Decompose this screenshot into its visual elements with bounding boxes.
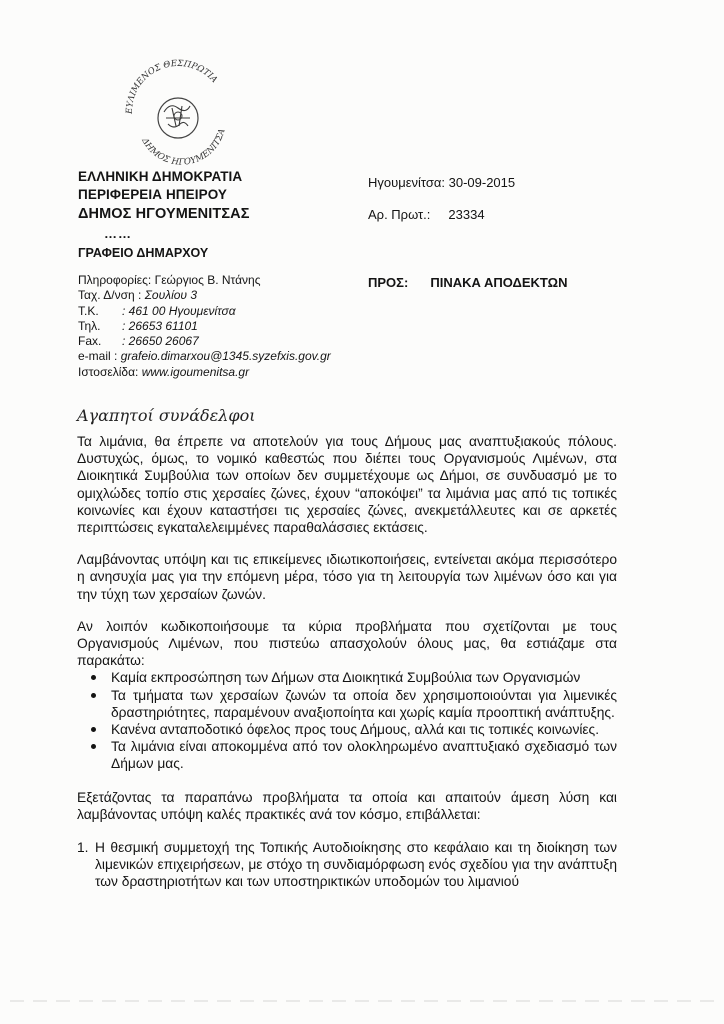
protocol-line — [368, 206, 515, 224]
seal-text-top: ΕΥΛΙΜΕΝΟΣ ΘΕΣΠΡΩΤΙΑ — [124, 58, 220, 115]
address-line — [78, 288, 331, 303]
problem-list — [77, 669, 617, 772]
seal-text-bottom: ΔΗΜΟΣ ΗΓΟΥΜΕΝΙΤΣΑ — [139, 127, 228, 168]
svg-text:ΕΥΛΙΜΕΝΟΣ ΘΕΣΠΡΩΤΙΑ — [125, 59, 219, 115]
list-item: Τα λιμάνια είναι αποκομμένα από τον ολοκληρωμένο αναπτυξιακό σχεδιασμό των Δήμων μας. — [111, 739, 617, 772]
phone-label: Τηλ. — [78, 318, 101, 333]
info-line: Πληροφορίες: Γεώργιος Β. Ντάνης — [78, 273, 261, 287]
phone-value: : 26653 61101 — [122, 318, 198, 333]
municipality-title: ΔΗΜΟΣ ΗΓΟΥΜΕΝΙΤΣΑΣ — [78, 206, 250, 222]
republic-title: ΕΛΛΗΝΙΚΗ ΔΗΜΟΚΡΑΤΙΑ — [78, 169, 243, 184]
email-line — [78, 349, 331, 364]
measures-list — [77, 839, 617, 891]
address-label: Ταχ. Δ/νση : — [78, 288, 142, 303]
postcode-line — [78, 304, 331, 319]
scan-edge-marks — [0, 998, 724, 1004]
email-link[interactable]: grafeio.dimarxou@1345.syzefxis.gov.gr — [120, 349, 331, 364]
recipient-line — [368, 275, 567, 290]
website-link[interactable]: www.igoumenitsa.gr — [141, 364, 250, 379]
recipient-label: ΠΡΟΣ: — [368, 275, 409, 290]
document-meta — [368, 174, 515, 224]
numbered-item — [77, 839, 617, 891]
website-label: Ιστοσελίδα: — [78, 364, 139, 379]
paragraph-2: Λαμβάνοντας υπόψη και τις επικείμενες ιδιωτικοποιήσεις, εντείνεται ακόμα περισσότερο η ανησυχία μας για την επόμενη μέρα, τόσο για τη λειτουργία των λιμένων όσο και για την τύχη των χερσαίων ζωνών. — [77, 552, 617, 602]
postcode-value: : 461 00 Ηγουμενίτσα — [122, 303, 236, 318]
item-text: Η θεσμική συμμετοχή της Τοπικής Αυτοδιοίκησης στο κεφάλαιο και τη διοίκηση των λιμενικών επιχειρήσεων, με στόχο τη συνδιαμόρφωση ενός σχεδίου για την ανάπτυξη των δραστηριοτήτων και των υποστηρικτικών υποδομών του λιμανιού — [95, 840, 617, 890]
protocol-label: Αρ. Πρωτ.: — [368, 207, 431, 222]
office-title: ΓΡΑΦΕΙΟ ΔΗΜΑΡΧΟΥ — [78, 246, 209, 260]
list-item: Κανένα ανταποδοτικό όφελος προς τους Δήμους, αλλά και τις τοπικές κοινωνίες. — [111, 721, 617, 738]
email-label: e-mail : — [78, 349, 118, 364]
phone-line — [78, 319, 331, 334]
salutation: Αγαπητοί συνάδελφοι — [77, 406, 256, 425]
item-number: 1. — [77, 840, 89, 856]
paragraph-3: Αν λοιπόν κωδικοποιήσουμε τα κύρια προβλήματα που σχετίζονται με τους Οργανισμούς Λιμένων, που πιστεύω απασχολούν όλους μας, θα εστιάζαμε στα παρακάτω: — [77, 618, 617, 669]
fax-label: Fax. — [78, 334, 102, 349]
postcode-label: Τ.Κ. — [78, 303, 99, 318]
region-title: ΠΕΡΙΦΕΡΕΙΑ ΗΠΕΙΡΟΥ — [78, 187, 228, 202]
municipality-seal — [112, 52, 240, 170]
paragraph-4: Εξετάζοντας τα παραπάνω προβλήματα τα οποία και απαιτούν άμεση λύση και λαμβάνοντας υπόψη καλές πρακτικές ανά τον κόσμο, επιβάλλεται: — [77, 789, 617, 822]
separator-dots: …… — [104, 226, 132, 241]
issuer-header — [78, 168, 358, 224]
address-value: Σουλίου 3 — [144, 288, 198, 303]
fax-value: : 26650 26067 — [122, 334, 199, 349]
list-item: Καμία εκπροσώπηση των Δήμων στα Διοικητικά Συμβούλια των Οργανισμών — [111, 669, 617, 686]
contact-block — [78, 273, 331, 380]
paragraph-1: Τα λιμάνια, θα έπρεπε να αποτελούν για τους Δήμους μας αναπτυξιακούς πόλους. Δυστυχώς, όμως, το νομικό καθεστώς που διέπει τους Οργανισμούς Λιμένων, στα Διοικητικά Συμβούλια των οποίων δεν συμμετέχουμε ως Δήμοι, σε συνδυασμό με το ομιχλώδες τοπίο στις χερσαίες ζώνες, έχουν “αποκόψει” τα λιμάνια μας από τις τοπικές κοινωνίες και έχουν καταστήσει τις χερσαίες ζώνες, ανεκμετάλλευτες και σε αρκετές περιπτώσεις εγκαταλελειμμένες παραθαλάσσιες εκτάσεις. — [77, 434, 617, 536]
protocol-number: 23334 — [448, 207, 485, 222]
fax-line — [78, 334, 331, 349]
recipient-value: ΠΙΝΑΚΑ ΑΠΟΔΕΚΤΩΝ — [430, 275, 568, 290]
website-line — [78, 365, 331, 380]
list-item: Τα τμήματα των χερσαίων ζωνών τα οποία δεν χρησιμοποιούνται για λιμενικές δραστηριότητες, παραμένουν αναξιοποίητα και χωρίς καμία προοπτική ανάπτυξης. — [111, 687, 617, 720]
letter-body — [77, 433, 617, 891]
seal-icon — [112, 52, 240, 170]
date-line: Ηγουμενίτσα: 30-09-2015 — [368, 175, 516, 190]
